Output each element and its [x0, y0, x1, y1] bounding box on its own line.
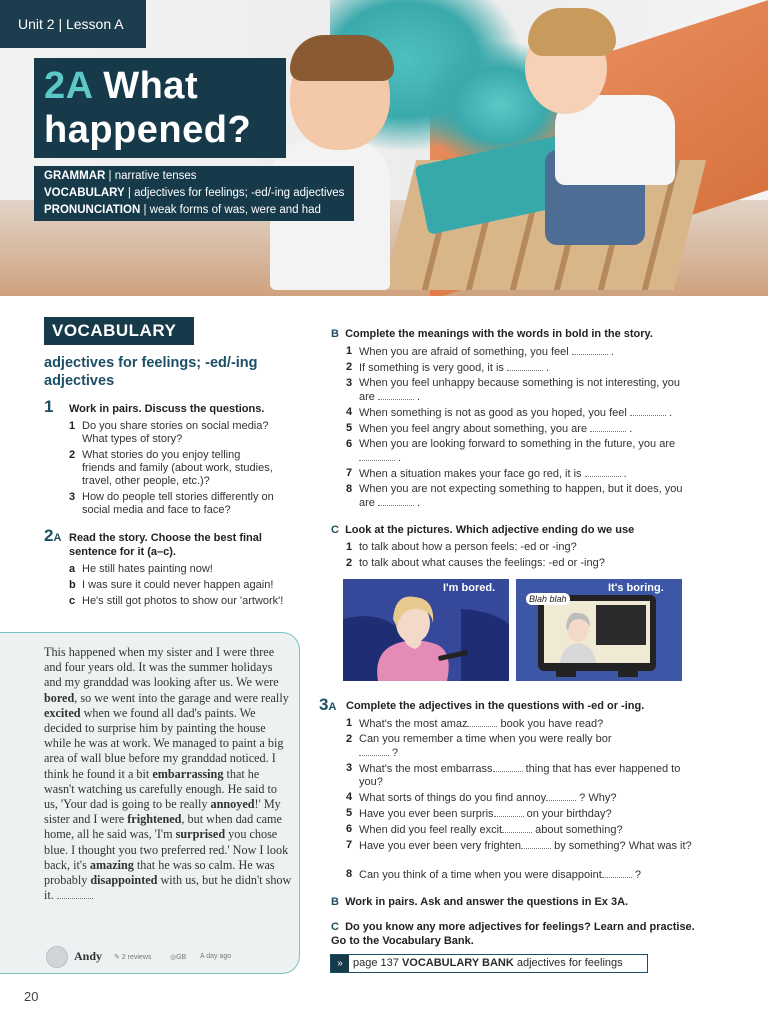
bold-adjective: embarrassing	[152, 766, 224, 781]
list-item: 2 to talk about what causes the feelings: -ed or -ing?	[346, 557, 605, 569]
list-item: 2 If something is very good, it is .	[346, 361, 550, 374]
illustration-boring-tv	[516, 579, 682, 681]
list-item: 4 When something is not as good as you hoped, you feel .	[346, 406, 673, 419]
exercise-instruction: Complete the adjectives in the questions with -ed or -ing.	[346, 700, 645, 712]
post-time: A day ago	[200, 953, 232, 960]
answer-option-a: a He still hates painting now!	[69, 563, 213, 575]
bold-adjective: surprised	[175, 827, 226, 842]
bold-adjective: frightened	[127, 812, 182, 827]
list-item: 2 What stories do you enjoy telling friends and family (about work, studies, travel, other people, etc.)?	[69, 449, 273, 487]
story-ending-blank	[57, 889, 93, 899]
exercise-instruction: Work in pairs. Discuss the questions.	[69, 403, 265, 415]
page-number: 20	[24, 989, 39, 1004]
exercise-number: 1	[44, 397, 54, 416]
list-item: 2 Can you remember a time when you were really bor ?	[346, 733, 612, 759]
list-item: 5 When you feel angry about something, you are .	[346, 422, 633, 435]
list-item: 7 When a situation makes your face go red, it is .	[346, 467, 627, 480]
exercise-number: 3A	[319, 695, 337, 714]
lesson-title	[34, 58, 286, 158]
focus-vocabulary: VOCABULARY | adjectives for feelings; -ed/-ing adjectives	[44, 187, 345, 199]
bold-adjective: amazing	[89, 857, 134, 872]
list-item: 1 What's the most amaz book you have read?	[346, 717, 604, 730]
caption-its-boring: It's boring.	[608, 582, 664, 594]
exercise-instruction: C Do you know any more adjectives for feelings? Learn and practise. Go to the Vocabulary Bank.	[331, 921, 695, 947]
vocabulary-subheading: adjectives for feelings; -ed/-ing adjectives	[44, 355, 258, 389]
title-word-what: What	[92, 65, 199, 107]
bold-adjective: bored	[44, 690, 75, 705]
vocabulary-bank-link[interactable]: » page 137 VOCABULARY BANK adjectives for feelings	[330, 954, 648, 973]
lesson-number: 2A	[44, 65, 93, 107]
bold-adjective: annoyed	[210, 797, 255, 812]
list-item: 1 When you are afraid of something, you feel .	[346, 345, 614, 358]
section-heading-vocabulary: VOCABULARY	[44, 317, 194, 345]
list-item: 6 When you are looking forward to something in the future, you are .	[346, 438, 676, 464]
author-name: Andy	[74, 949, 103, 963]
list-item: 8 Can you think of a time when you were disappoint ?	[346, 868, 641, 881]
list-item: 6 When did you feel really excit about something?	[346, 823, 623, 836]
bored-woman-drawing	[343, 579, 509, 681]
list-item: 4 What sorts of things do you find annoy ? Why?	[346, 791, 617, 804]
list-item: 5 Have you ever been surpris on your birthday?	[346, 807, 612, 820]
photo-girl-hair	[528, 8, 616, 56]
list-item: 3 What's the most embarrass thing that has ever happened to you?	[346, 762, 681, 788]
exercise-instruction: C Look at the pictures. Which adjective ending do we use	[331, 524, 635, 536]
list-item: 3 How do people tell stories differently on social media and face to face?	[69, 491, 274, 516]
exercise-instruction: B Work in pairs. Ask and answer the questions in Ex 3A.	[331, 896, 629, 908]
lesson-focus-box	[34, 166, 354, 221]
bold-adjective: excited	[44, 705, 81, 720]
exercise-instruction: Read the story. Choose the best final sentence for it (a–c).	[69, 532, 262, 558]
list-item: 8 When you are not expecting something to happen, but it does, you are .	[346, 483, 683, 509]
photo-boy-hair	[290, 35, 394, 81]
answer-option-b: b I was sure it could never happen again!	[69, 579, 274, 591]
title-word-happened: happened?	[44, 109, 252, 151]
unit-label: Unit 2 | Lesson A	[0, 0, 146, 48]
bold-adjective: disappointed	[90, 873, 158, 888]
focus-pronunciation: PRONUNCIATION | weak forms of was, were and had	[44, 204, 321, 216]
list-item: 7 Have you ever been very frighten by something? What was it?	[346, 839, 692, 852]
author-country: ◎GB	[170, 954, 187, 961]
review-count: ✎ 2 reviews	[114, 954, 152, 961]
speech-bubble: Blah blah	[526, 593, 570, 605]
caption-im-bored: I'm bored.	[443, 582, 496, 594]
focus-grammar: GRAMMAR | narrative tenses	[44, 170, 197, 182]
user-avatar-icon	[46, 946, 68, 968]
story-text: This happened when my sister and I were three and four years old. It was the summer holidays and my granddad was looking after us. We were bored, so we went into the garage and were really excited when we found all dad's paints. We decided to surprise him by painting the house while he was at work. We managed to paint a big area of wall blue before my granddad noticed. I think he found it a bit embarrassing that he wasn't watching us carefully enough. He said to us, 'Your dad is going to be really annoyed!' My sister and I were frightened, but when dad came home, all he said was, 'I'm surprised you chose blue. I thought you two preferred red.' Now I look back, it's amazing that he was so calm. He was probably disappointed with us, but he didn't show it.	[44, 645, 292, 903]
exercise-number: 2A	[44, 526, 62, 545]
list-item: 3 When you feel unhappy because something is not interesting, you are .	[346, 377, 681, 403]
list-item: 1 to talk about how a person feels: -ed or -ing?	[346, 541, 577, 553]
answer-option-c: c He's still got photos to show our 'artwork'!	[69, 595, 284, 607]
list-item: 1 Do you share stories on social media? What types of story?	[69, 420, 269, 445]
illustration-bored-woman	[343, 579, 509, 681]
double-chevron-right-icon: »	[331, 955, 349, 972]
exercise-instruction: B Complete the meanings with the words in bold in the story.	[331, 328, 653, 340]
